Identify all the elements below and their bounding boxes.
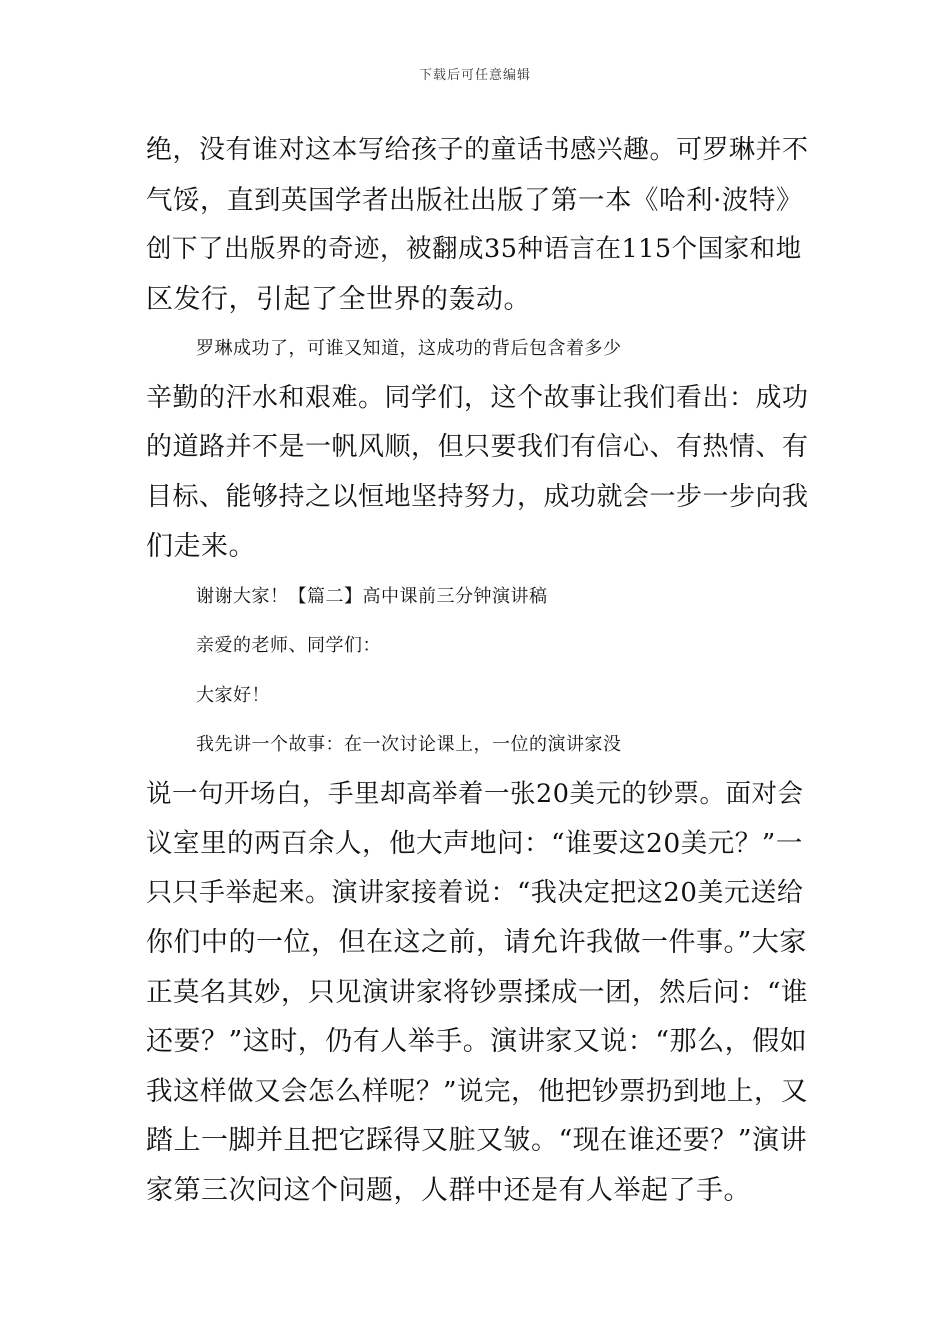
text-line: 议室里的两百余人，他大声地问：“谁要这20美元？”一 xyxy=(146,828,803,859)
text-line: 目标、能够持之以恒地坚持努力，成功就会一步一步向我 xyxy=(146,481,809,512)
text-line: 的道路并不是一帆风顺，但只要我们有信心、有热情、有 xyxy=(146,432,809,462)
text-line: 们走来。 xyxy=(146,531,256,562)
text-line: 我这样做又会怎么样呢？”说完，他把钞票扔到地上，又 xyxy=(146,1075,809,1107)
text-line: 气馁，直到英国学者出版社出版了第一本《哈利·波特》 xyxy=(146,184,803,216)
text-line: 正莫名其妙，只见演讲家将钞票揉成一团，然后问：“谁 xyxy=(146,976,809,1008)
paragraph-start-line: 谢谢大家！【篇二】高中课前三分钟演讲稿 xyxy=(196,585,548,607)
paragraph-start-line: 亲爱的老师、同学们： xyxy=(196,635,381,656)
text-line: 绝，没有谁对这本写给孩子的童话书感兴趣。可罗琳并不 xyxy=(146,135,809,165)
text-line: 只只手举起来。演讲家接着说：“我决定把这20美元送给 xyxy=(146,877,804,908)
paragraph-start-line: 我先讲一个故事：在一次讨论课上，一位的演讲家没 xyxy=(196,734,622,755)
text-line: 还要？”这时，仍有人举手。演讲家又说：“那么，假如 xyxy=(146,1026,808,1057)
document-body xyxy=(146,126,808,1215)
text-line: 说一句开场白，手里却高举着一张20美元的钞票。面对会 xyxy=(146,778,804,809)
text-line: 创下了出版界的奇迹，被翻成35种语言在115个国家和地 xyxy=(146,234,802,264)
text-line: 踏上一脚并且把它踩得又脏又皱。“现在谁还要？”演讲 xyxy=(146,1125,808,1156)
text-line: 你们中的一位，但在这之前，请允许我做一件事。”大家 xyxy=(146,927,807,958)
text-line: 家第三次问这个问题，人群中还是有人举起了手。 xyxy=(146,1174,751,1206)
paragraph-start-line: 大家好！ xyxy=(196,684,270,706)
text-line: 辛勤的汗水和艰难。同学们，这个故事让我们看出：成功 xyxy=(146,382,809,413)
page-header: 下载后可任意编辑 xyxy=(418,68,531,83)
paragraph-start-line: 罗琳成功了，可谁又知道，这成功的背后包含着多少 xyxy=(196,338,622,359)
text-line: 区发行，引起了全世界的轰动。 xyxy=(146,283,531,315)
